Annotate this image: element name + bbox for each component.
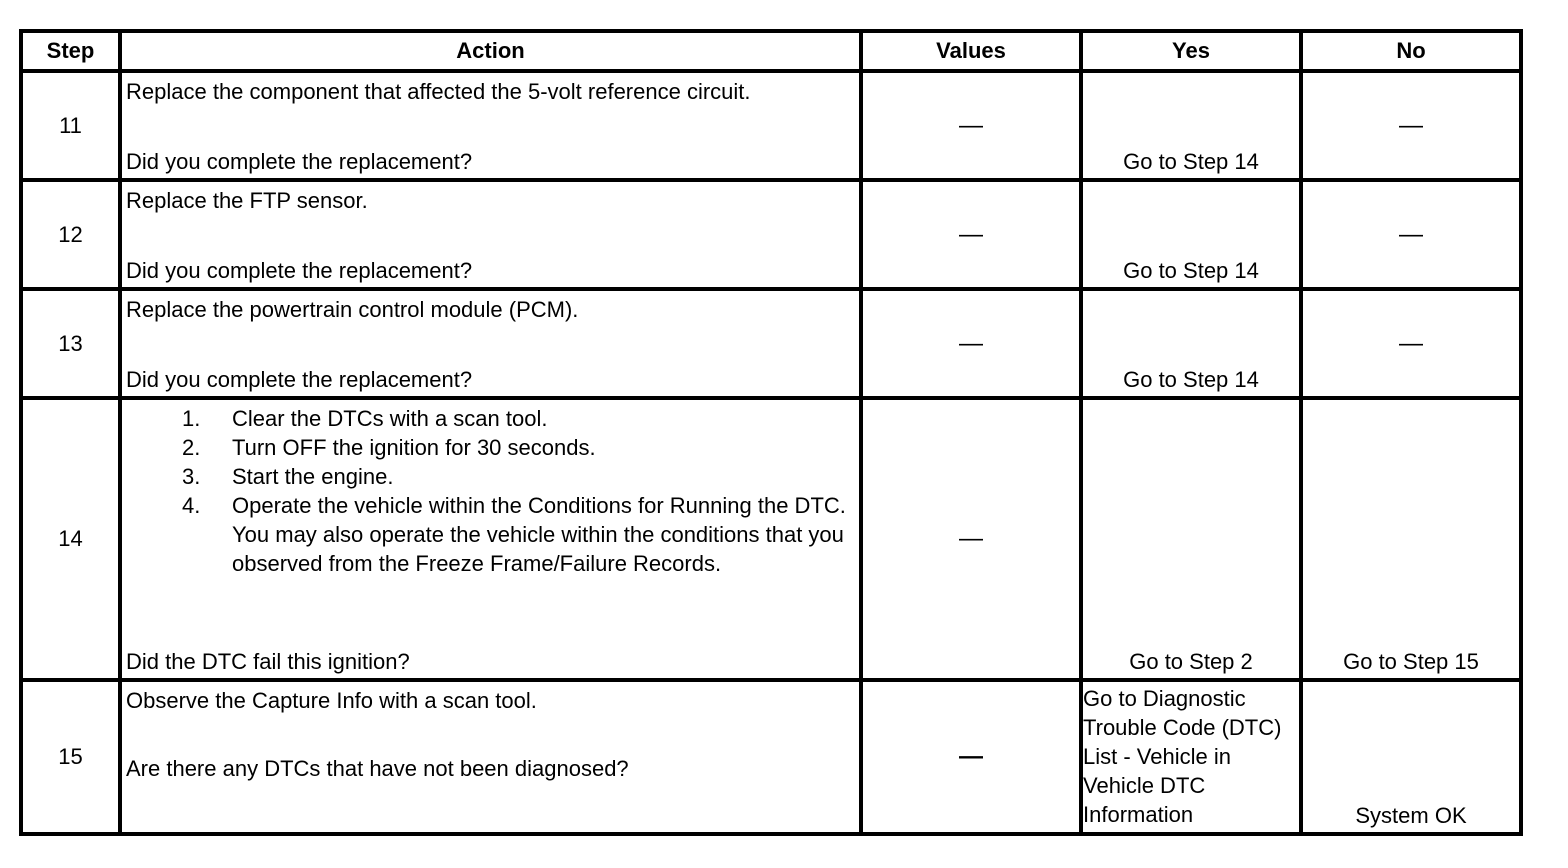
no-cell: —: [1301, 71, 1521, 180]
diagnostic-table: [19, 29, 1523, 836]
yes-answer: Go to Step 2: [1129, 649, 1253, 674]
action-question: Did you complete the replacement?: [126, 258, 473, 283]
table-row: [21, 398, 1521, 680]
no-cell: [1301, 680, 1521, 834]
header-values: Values: [861, 31, 1081, 71]
header-no: No: [1301, 31, 1521, 71]
list-item: [182, 491, 855, 578]
action-cell: [120, 71, 861, 180]
list-number: 3.: [182, 464, 201, 489]
no-answer: System OK: [1355, 803, 1467, 828]
list-item: [182, 462, 855, 491]
yes-answer: Go to Diagnostic Trouble Code (DTC) List - Vehicle in Vehicle DTC Information: [1083, 686, 1282, 827]
header-yes: Yes: [1081, 31, 1301, 71]
no-answer: Go to Step 15: [1343, 649, 1479, 674]
header-step: Step: [21, 31, 120, 71]
yes-cell: [1081, 289, 1301, 398]
yes-answer: Go to Step 14: [1123, 258, 1259, 283]
values-cell: —: [861, 71, 1081, 180]
no-cell: —: [1301, 180, 1521, 289]
action-cell: [120, 680, 861, 834]
yes-answer: Go to Step 14: [1123, 149, 1259, 174]
list-text: Turn OFF the ignition for 30 seconds.: [232, 435, 596, 460]
table-row: [21, 289, 1521, 398]
list-text: Start the engine.: [232, 464, 394, 489]
values-cell: —: [861, 398, 1081, 680]
table-row: [21, 680, 1521, 834]
list-text: Clear the DTCs with a scan tool.: [232, 406, 548, 431]
action-text: Replace the FTP sensor.: [126, 188, 368, 213]
no-cell: —: [1301, 289, 1521, 398]
action-text: Observe the Capture Info with a scan tool.: [126, 688, 537, 713]
header-action: Action: [120, 31, 861, 71]
step-number: 13: [21, 289, 120, 398]
table-row: [21, 71, 1521, 180]
yes-cell: [1081, 71, 1301, 180]
action-cell: [120, 398, 861, 680]
list-number: 1.: [182, 406, 201, 431]
action-question: Did the DTC fail this ignition?: [126, 649, 410, 674]
step-number: 14: [21, 398, 120, 680]
procedure-list: [126, 404, 855, 578]
action-cell: [120, 180, 861, 289]
action-question: Are there any DTCs that have not been diagnosed?: [126, 756, 629, 781]
values-cell: —: [861, 289, 1081, 398]
list-text: Operate the vehicle within the Conditions for Running the DTC. You may also operate the vehicle within the conditions that you observed from the Freeze Frame/Failure Records.: [232, 493, 846, 576]
action-text: Replace the component that affected the 5-volt reference circuit.: [126, 79, 751, 104]
step-number: 15: [21, 680, 120, 834]
yes-cell: [1081, 180, 1301, 289]
action-question: Did you complete the replacement?: [126, 367, 473, 392]
values-cell: —: [861, 680, 1081, 834]
yes-answer: Go to Step 14: [1123, 367, 1259, 392]
step-number: 11: [21, 71, 120, 180]
list-item: [182, 433, 855, 462]
list-number: 4.: [182, 493, 201, 518]
values-cell: —: [861, 180, 1081, 289]
no-cell: [1301, 398, 1521, 680]
list-item: [182, 404, 855, 433]
action-cell: [120, 289, 861, 398]
list-number: 2.: [182, 435, 201, 460]
yes-cell: [1081, 398, 1301, 680]
action-text: Replace the powertrain control module (PCM).: [126, 297, 579, 322]
action-question: Did you complete the replacement?: [126, 149, 473, 174]
step-number: 12: [21, 180, 120, 289]
table-row: [21, 180, 1521, 289]
yes-cell: [1081, 680, 1301, 834]
header-row: [21, 31, 1521, 71]
